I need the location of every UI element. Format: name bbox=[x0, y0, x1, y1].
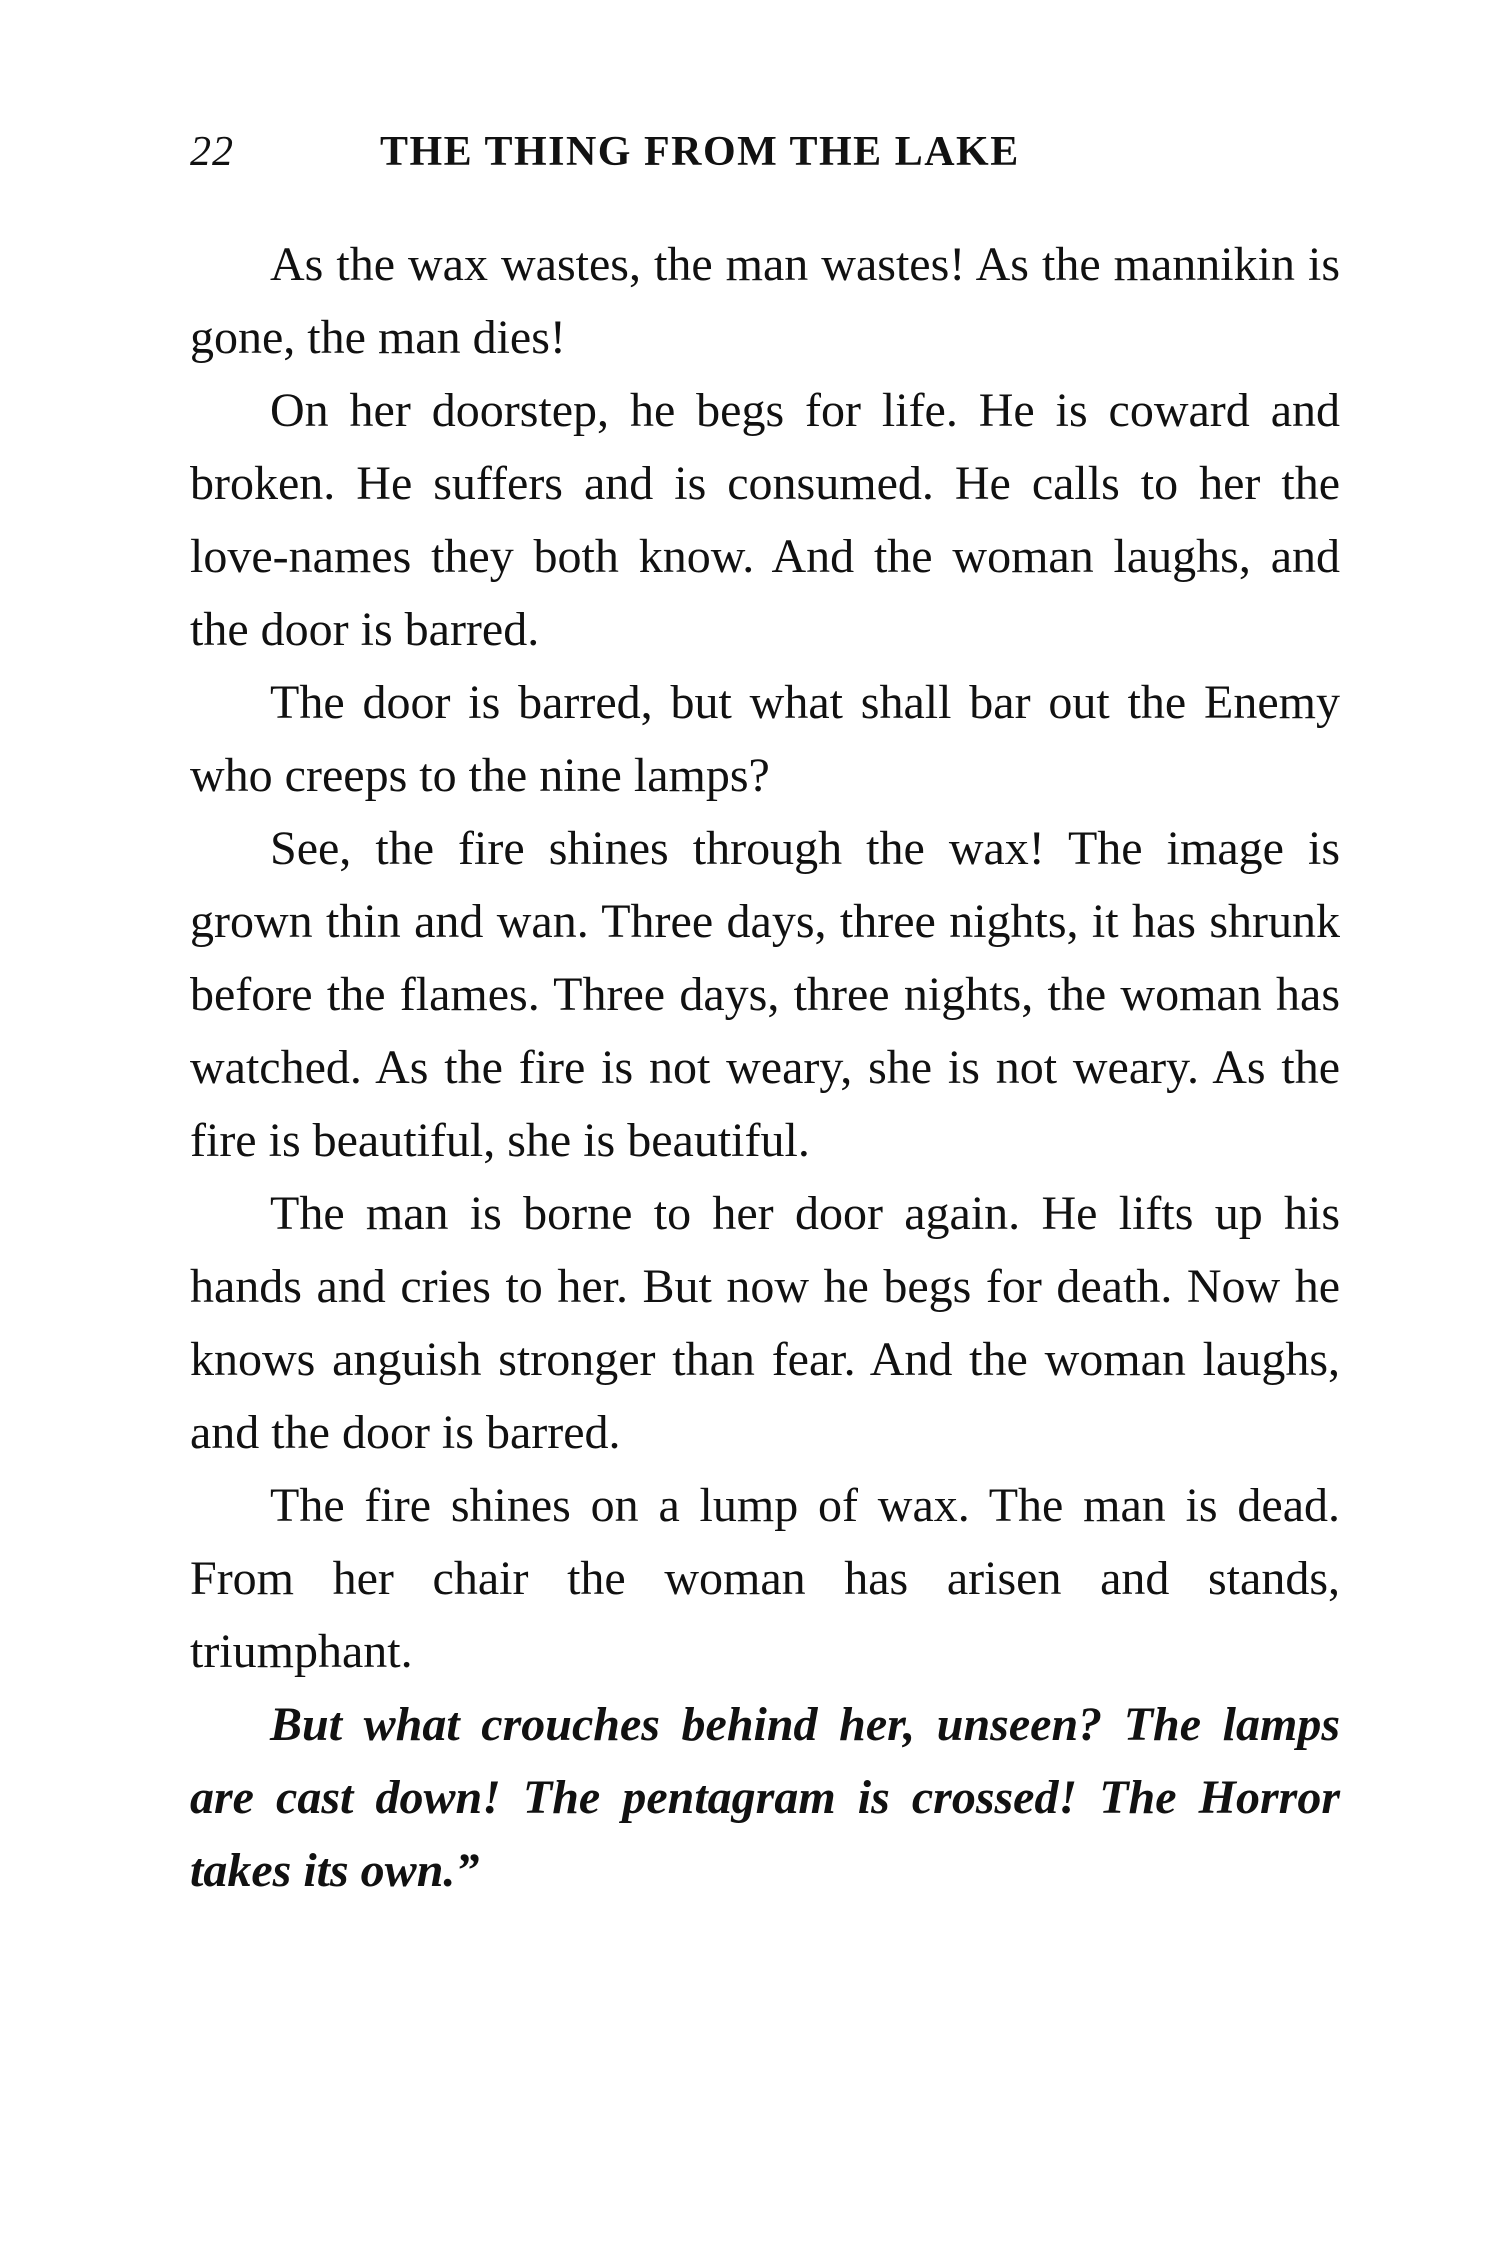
paragraph: The fire shines on a lump of wax. The man is dead. From her chair the woman has arisen and stands, triumphant. bbox=[190, 1479, 1340, 1678]
italic-paragraph: But what crouches behind her, unseen? The lamps are cast down! The pentagram is crossed! The Horror takes its own.” bbox=[190, 1698, 1340, 1897]
paragraph: See, the fire shines through the wax! The image is grown thin and wan. Three days, three nights, it has shrunk before the flames. Three days, three nights, the woman has watched. As the fire is not weary, she is not weary. As the fire is beautiful, she is beautiful. bbox=[190, 822, 1340, 1167]
paragraph: The door is barred, but what shall bar out the Enemy who creeps to the nine lamps? bbox=[190, 676, 1340, 802]
running-title: THE THING FROM THE LAKE bbox=[380, 129, 1020, 175]
paragraph: The man is borne to her door again. He lifts up his hands and cries to her. But now he begs for death. Now he knows anguish stronger than fear. And the woman laughs, and the door is barred. bbox=[190, 1187, 1340, 1459]
page-number: 22 bbox=[190, 129, 234, 175]
paragraph: As the wax wastes, the man wastes! As the mannikin is gone, the man dies! bbox=[190, 238, 1340, 364]
running-header bbox=[190, 128, 1320, 188]
paragraph: On her doorstep, he begs for life. He is coward and broken. He suffers and is consumed. He calls to her the love-names they both know. And the woman laughs, and the door is barred. bbox=[190, 384, 1340, 656]
body-text bbox=[190, 228, 1340, 1907]
